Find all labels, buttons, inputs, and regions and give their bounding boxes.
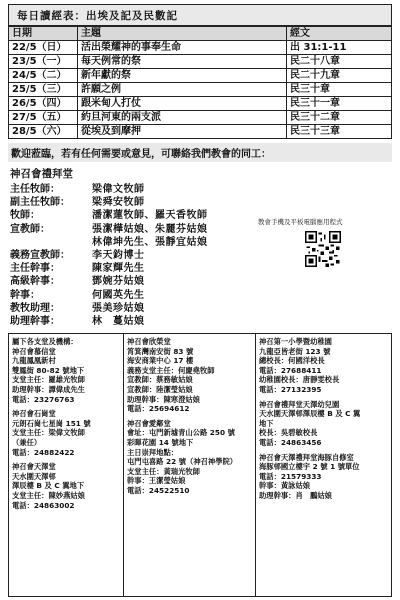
branch-detail: 電話：24522510 bbox=[127, 485, 190, 495]
branch-detail: 幹事：黃詠姑娘 bbox=[259, 481, 311, 491]
branch-heading: 神召會愛鄰堂 bbox=[127, 418, 171, 428]
branch-detail: 支堂主任：羅雄光牧師 bbox=[12, 375, 85, 385]
branch-heading: 神召會天澤堂 bbox=[12, 462, 56, 472]
branch-detail: 電話：25694612 bbox=[127, 404, 190, 414]
reading-date: 24/5（二） bbox=[9, 69, 78, 83]
branch-heading: 神召會欣榮堂 bbox=[127, 337, 171, 346]
reading-row bbox=[9, 41, 392, 55]
reading-date: 25/5（三） bbox=[9, 83, 78, 97]
staff-role: 主任牧師： bbox=[10, 184, 60, 195]
branch-detail: 九龍亞皆老街 123 號 bbox=[259, 346, 331, 356]
reading-topic: 許願之例 bbox=[78, 83, 287, 97]
branch-detail: 電話：24863456 bbox=[259, 437, 322, 447]
reading-row bbox=[9, 69, 392, 83]
branch-detail: 電話：23276763 bbox=[12, 394, 75, 404]
staff-section bbox=[8, 183, 392, 341]
branch-detail: 支堂主任：陳妙燕姑娘 bbox=[12, 490, 85, 500]
staff-role: 主任幹事： bbox=[10, 263, 60, 275]
staff-role: 宣教師： bbox=[10, 223, 50, 235]
reading-row bbox=[9, 125, 392, 139]
branch-detail: 電話：21579333 bbox=[259, 471, 322, 481]
reading-scripture: 民三十一章 bbox=[287, 97, 392, 111]
staff-row bbox=[10, 302, 392, 315]
branch-detail: 地下 bbox=[259, 418, 274, 428]
reading-scripture: 民二十八章 bbox=[287, 55, 392, 69]
branch-heading: 神召第一小學暨幼稚園 bbox=[259, 337, 332, 346]
reading-row bbox=[9, 55, 392, 69]
branch-detail: 電話：24882422 bbox=[12, 447, 75, 457]
app-note: 教會手機及平板電腦應用程式 bbox=[258, 218, 343, 226]
branch-heading: 神召會慕信堂 bbox=[12, 346, 56, 356]
staff-role: 教牧助理： bbox=[10, 302, 60, 314]
branch-detail: 屯門屯喜路 22 號（神召神學院） bbox=[127, 457, 238, 467]
staff-row bbox=[10, 289, 392, 302]
reading-body bbox=[9, 41, 392, 139]
contacts-column-2 bbox=[124, 334, 256, 596]
staff-name: 張潔樺姑娘、朱麗芬姑娘 bbox=[92, 223, 208, 235]
staff-role: 幹事： bbox=[10, 289, 40, 301]
header-topic: 主題 bbox=[78, 27, 287, 41]
reading-date: 28/5（六） bbox=[9, 125, 78, 139]
reading-plan-title: 每日讀經表：出埃及記及民數記 bbox=[8, 4, 392, 26]
branch-heading: 神召會禮拜堂天澤幼兒園 bbox=[259, 399, 340, 409]
reading-date: 23/5（一） bbox=[9, 55, 78, 69]
branch-detail: （兼任） bbox=[12, 437, 42, 447]
branch-detail: 元朗石崗七星崗 151 號 bbox=[12, 418, 91, 428]
branch-detail: 電話：24863002 bbox=[12, 500, 75, 510]
branch-detail: 電話：27688411 bbox=[259, 365, 322, 375]
reading-topic: 從埃及到摩押 bbox=[78, 125, 287, 139]
branch-detail: 澤辰樓 B 及 C 翼地下 bbox=[12, 481, 85, 491]
reading-row bbox=[9, 111, 392, 125]
branch-detail: 支堂主任：黃瑞光牧師 bbox=[127, 466, 200, 476]
staff-row bbox=[10, 196, 392, 209]
branch-detail: 天水圍天澤邨 bbox=[12, 471, 56, 481]
reading-scripture: 民二十九章 bbox=[287, 69, 392, 83]
reading-scripture: 民三十二章 bbox=[287, 111, 392, 125]
staff-name: 梁偉文牧師 bbox=[92, 184, 145, 195]
staff-name: 潘潔蓮牧師、羅天香牧師 bbox=[92, 210, 208, 222]
staff-role: 助理幹事： bbox=[10, 316, 60, 328]
staff-name: 張美珍姑娘 bbox=[92, 302, 145, 314]
reading-topic: 約旦河東的兩支派 bbox=[78, 111, 287, 125]
branch-detail: 海豚邨國立樓宇 2 號 1 號單位 bbox=[259, 462, 360, 472]
church-name: 神召會禮拜堂 bbox=[10, 168, 73, 180]
reading-topic: 新年獻的祭 bbox=[78, 69, 287, 83]
reading-topic: 跟米甸人打仗 bbox=[78, 97, 287, 111]
header-date: 日期 bbox=[9, 27, 78, 41]
reading-row bbox=[9, 97, 392, 111]
welcome-message: 歡迎蒞臨，若有任何需要或意見，可聯絡我們教會的同工： bbox=[8, 143, 392, 162]
contacts-column-1 bbox=[9, 334, 124, 596]
staff-name: 陳家輝先生 bbox=[92, 263, 145, 275]
branch-detail: 雙鳳街 80-82 號地下 bbox=[12, 365, 85, 375]
branch-heading: 神召會石崗堂 bbox=[12, 409, 56, 419]
branch-detail: 彩暉花園 14 號地下 bbox=[127, 437, 194, 447]
branch-detail: 幼稚園校長：唐靜雯校長 bbox=[259, 375, 340, 385]
branch-detail: 筲箕灣南安街 83 號 bbox=[127, 346, 194, 356]
staff-name: 梁舜安牧師 bbox=[92, 197, 145, 209]
staff-row bbox=[10, 183, 392, 196]
branch-detail: 宣教師：蔡務敏姑娘 bbox=[127, 375, 193, 385]
reading-topic: 每天例常的祭 bbox=[78, 55, 287, 69]
branch-detail: 助理幹事：陳寒澄姑娘 bbox=[127, 394, 200, 404]
branch-detail: 電話：27132395 bbox=[259, 384, 322, 394]
staff-name: 鄧婉芬姑娘 bbox=[92, 276, 145, 288]
branch-detail: 宣教師：陸潔瑩姑娘 bbox=[127, 384, 193, 394]
header-scripture: 經文 bbox=[287, 27, 392, 41]
staff-role: 義務宣教師： bbox=[10, 250, 70, 262]
branch-heading: 屬下各支堂及機構： bbox=[12, 337, 78, 346]
staff-name: 李天鈞博士 bbox=[92, 250, 145, 262]
reading-scripture: 民三十章 bbox=[287, 83, 392, 97]
reading-topic: 活出榮耀神的事奉生命 bbox=[78, 41, 287, 55]
staff-row bbox=[10, 315, 392, 328]
staff-role bbox=[10, 236, 92, 249]
reading-scripture: 民三十三章 bbox=[287, 125, 392, 139]
reading-date: 27/5（五） bbox=[9, 111, 78, 125]
branch-detail: 海安商業中心 17 樓 bbox=[127, 356, 194, 366]
branch-detail: 義務支堂主任：何慶堯牧師 bbox=[127, 365, 215, 375]
reading-row bbox=[9, 83, 392, 97]
branch-detail: 幹事：王潔瑩姑娘 bbox=[127, 476, 186, 486]
branch-detail: 支堂主任：梁偉文牧師 bbox=[12, 428, 85, 438]
branch-detail: 助理幹事：譚偉成先生 bbox=[12, 384, 85, 394]
branch-detail: 主日崇拜地點： bbox=[127, 447, 179, 457]
staff-role: 高級幹事： bbox=[10, 276, 60, 288]
branch-detail: 校長：吳碧敏校長 bbox=[259, 428, 318, 438]
staff-name: 何國英先生 bbox=[92, 289, 145, 301]
staff-name: 林 蔓姑娘 bbox=[92, 316, 145, 328]
qr-code-icon[interactable] bbox=[305, 231, 341, 267]
staff-role: 牧師： bbox=[10, 210, 40, 222]
branch-contacts bbox=[8, 333, 392, 597]
reading-plan-table bbox=[8, 26, 392, 139]
reading-header-row bbox=[9, 27, 392, 41]
branch-detail: 助理幹事：肖 鵬姑娘 bbox=[259, 490, 332, 500]
branch-detail: 會址：屯門新墟青山公路 250 號 bbox=[127, 428, 235, 438]
staff-name: 林偉坤先生、張靜宜姑娘 bbox=[92, 236, 208, 248]
staff-row bbox=[10, 275, 392, 288]
branch-detail: 總校長：何國洋校長 bbox=[259, 356, 325, 366]
branch-heading: 神召會天澤禮拜堂海豚自修室 bbox=[259, 452, 354, 462]
reading-scripture: 出 31:1-11 bbox=[287, 41, 392, 55]
reading-date: 22/5（日） bbox=[9, 41, 78, 55]
staff-role: 副主任牧師： bbox=[10, 197, 70, 209]
branch-detail: 天水圍天澤邨澤辰樓 B 及 C 翼 bbox=[259, 409, 361, 419]
branch-detail: 九龍鳳凰新村 bbox=[12, 356, 56, 366]
reading-date: 26/5（四） bbox=[9, 97, 78, 111]
contacts-column-3 bbox=[256, 334, 391, 596]
